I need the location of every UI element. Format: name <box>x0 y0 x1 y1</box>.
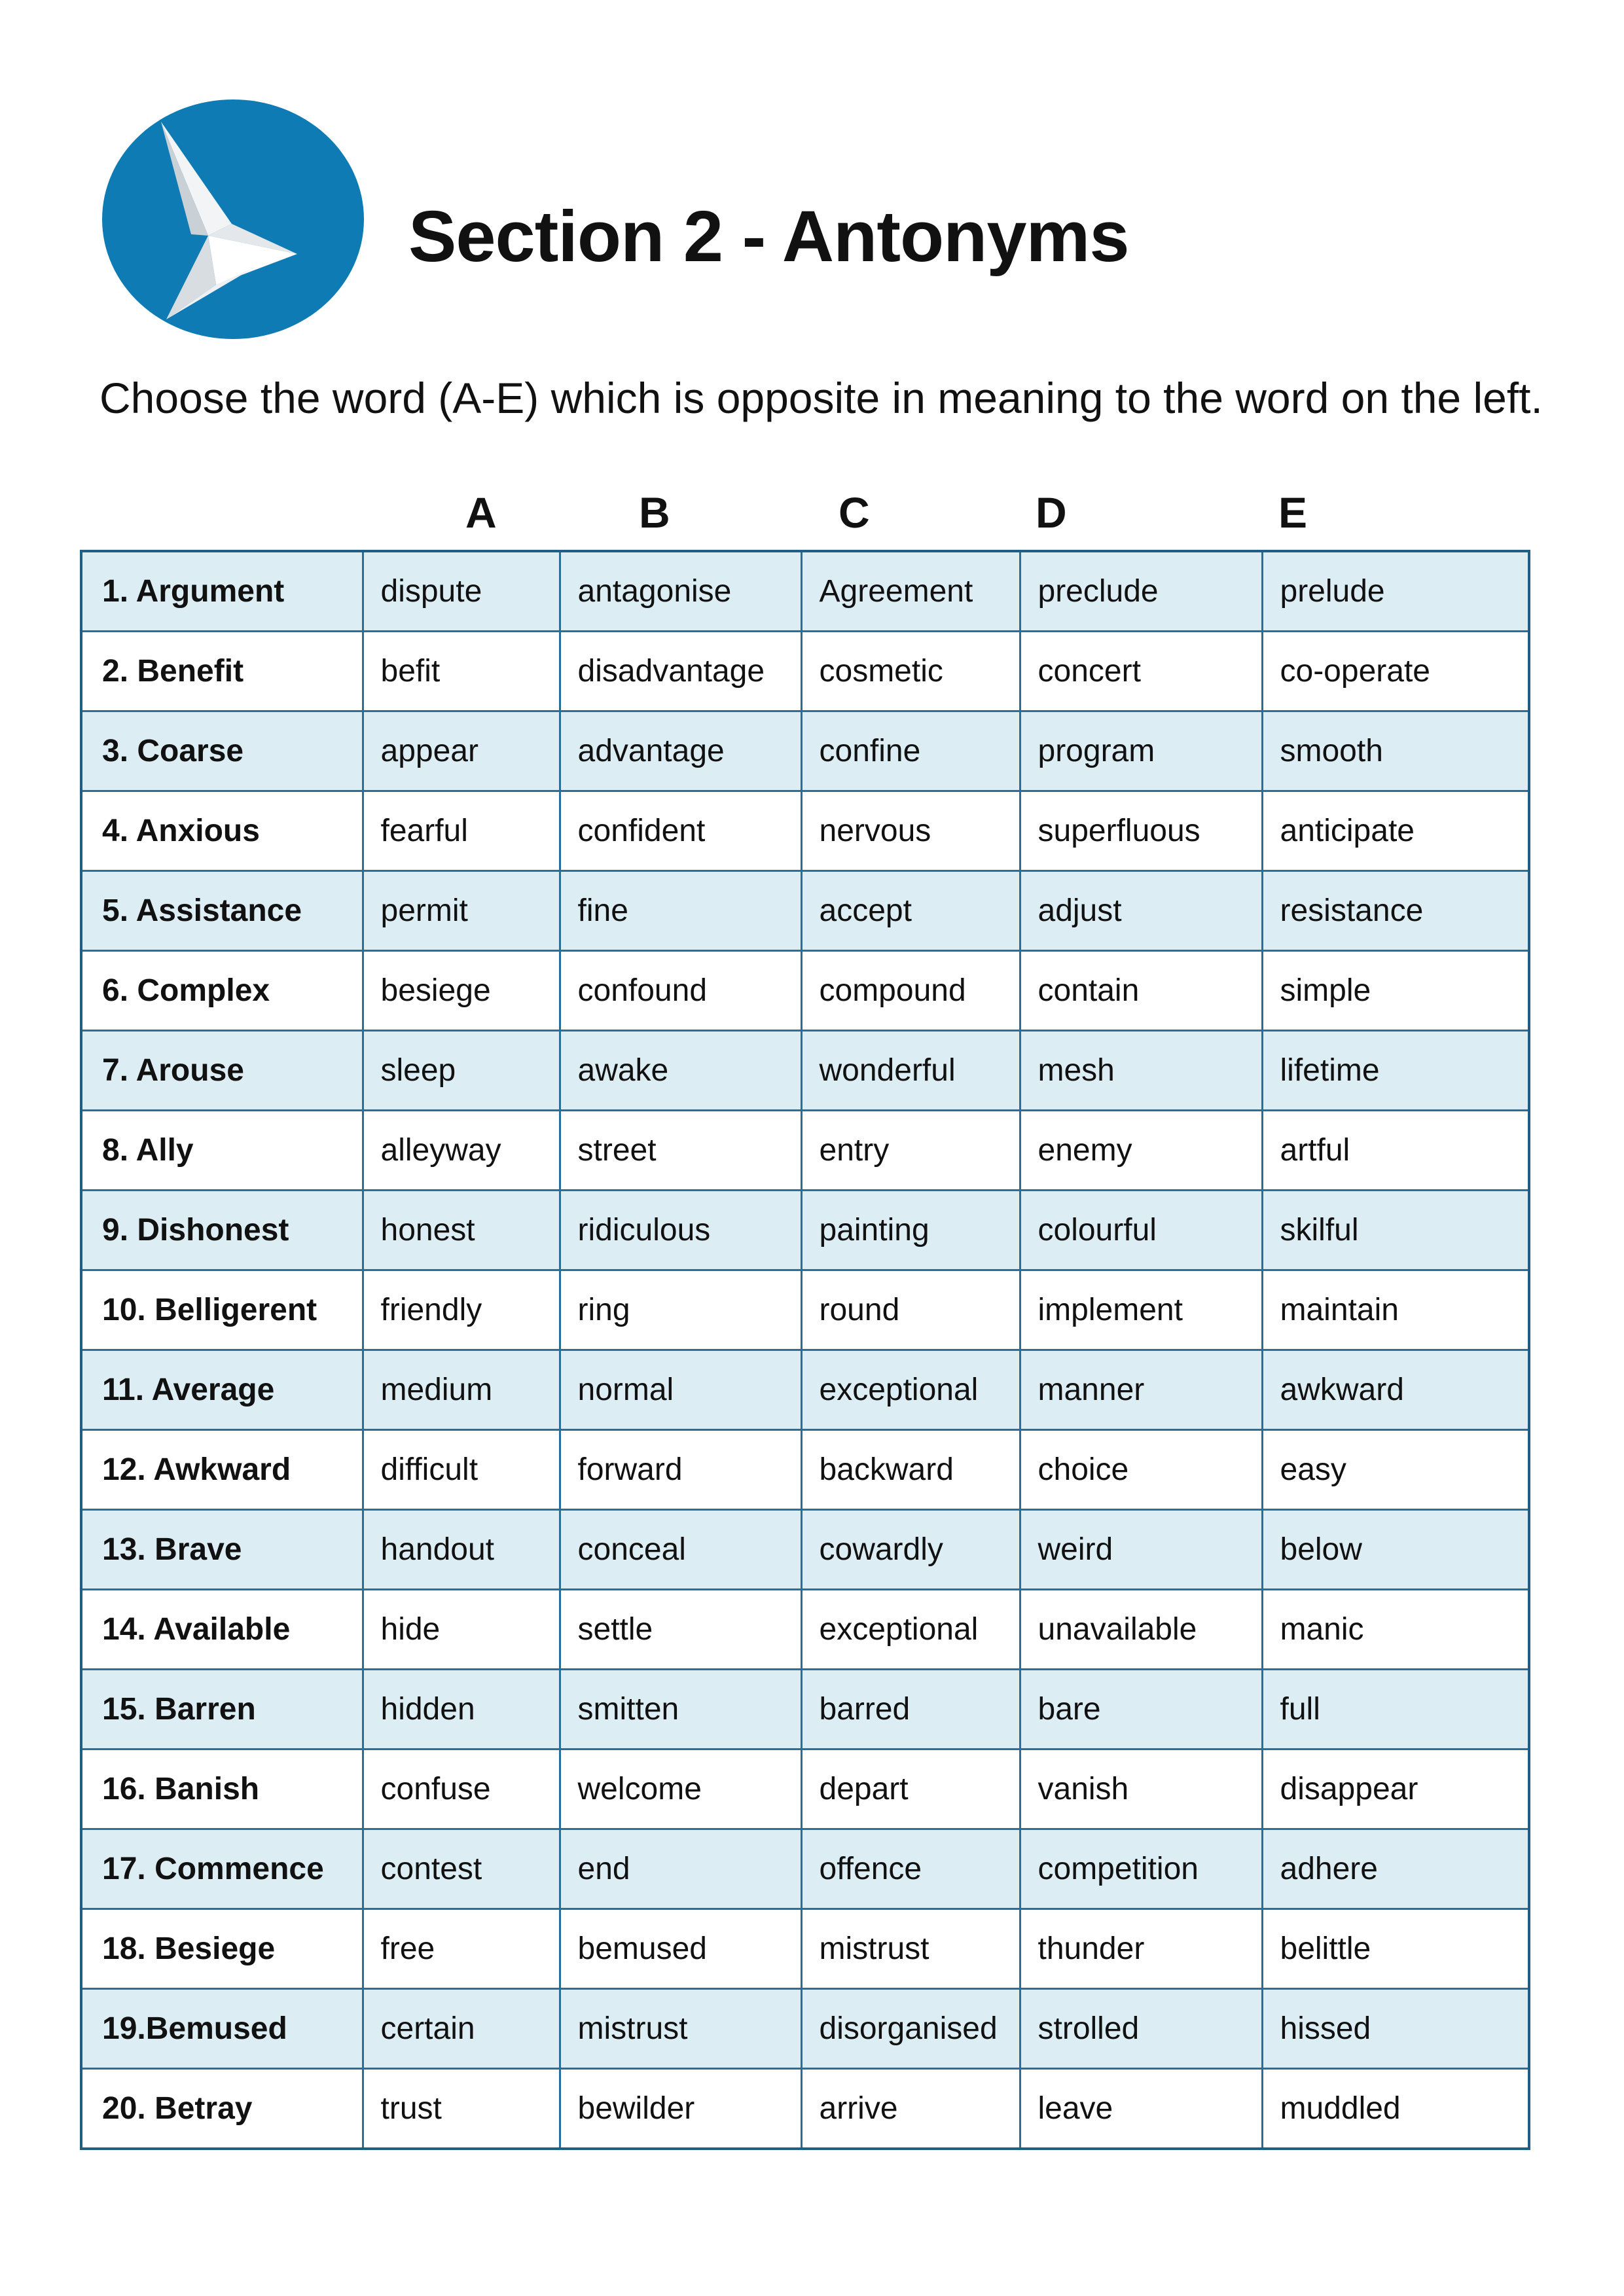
question-word: 16. Banish <box>81 1749 363 1829</box>
question-row <box>81 1031 1529 1111</box>
option-d[interactable]: manner <box>1020 1350 1262 1430</box>
question-row <box>81 951 1529 1031</box>
option-e[interactable]: below <box>1262 1510 1529 1590</box>
question-row <box>81 1430 1529 1510</box>
option-a[interactable]: alleyway <box>363 1111 560 1191</box>
question-row <box>81 1510 1529 1590</box>
option-e[interactable]: artful <box>1262 1111 1529 1191</box>
option-b[interactable]: ridiculous <box>560 1191 801 1270</box>
antonyms-table <box>80 550 1530 2150</box>
option-d[interactable]: strolled <box>1020 1989 1262 2069</box>
option-e[interactable]: awkward <box>1262 1350 1529 1430</box>
option-d[interactable]: vanish <box>1020 1749 1262 1829</box>
option-b[interactable]: mistrust <box>560 1989 801 2069</box>
option-d[interactable]: unavailable <box>1020 1590 1262 1670</box>
option-d[interactable]: choice <box>1020 1430 1262 1510</box>
question-word: 7. Arouse <box>81 1031 363 1111</box>
option-d[interactable]: leave <box>1020 2069 1262 2149</box>
column-header-e: E <box>1278 488 1308 537</box>
option-a[interactable]: medium <box>363 1350 560 1430</box>
option-c[interactable]: nervous <box>801 791 1020 871</box>
column-header-b: B <box>639 488 670 537</box>
option-b[interactable]: confound <box>560 951 801 1031</box>
option-b[interactable]: end <box>560 1829 801 1909</box>
option-b[interactable]: settle <box>560 1590 801 1670</box>
option-c[interactable]: compound <box>801 951 1020 1031</box>
question-word: 14. Available <box>81 1590 363 1670</box>
page-title: Section 2 - Antonyms <box>408 196 1129 277</box>
origami-bird-icon <box>101 98 365 340</box>
question-row <box>81 1749 1529 1829</box>
option-d[interactable]: superfluous <box>1020 791 1262 871</box>
option-e[interactable]: adhere <box>1262 1829 1529 1909</box>
question-word: 11. Average <box>81 1350 363 1430</box>
option-d[interactable]: enemy <box>1020 1111 1262 1191</box>
option-e[interactable]: skilful <box>1262 1191 1529 1270</box>
option-c[interactable]: offence <box>801 1829 1020 1909</box>
option-b[interactable]: awake <box>560 1031 801 1111</box>
column-header-c: C <box>839 488 870 537</box>
option-a[interactable]: besiege <box>363 951 560 1031</box>
option-b[interactable]: welcome <box>560 1749 801 1829</box>
question-word: 17. Commence <box>81 1829 363 1909</box>
option-e[interactable]: disappear <box>1262 1749 1529 1829</box>
question-row <box>81 2069 1529 2149</box>
option-a[interactable]: difficult <box>363 1430 560 1510</box>
question-row <box>81 711 1529 791</box>
column-header-d: D <box>1036 488 1067 537</box>
option-e[interactable]: full <box>1262 1670 1529 1749</box>
question-word: 20. Betray <box>81 2069 363 2149</box>
option-c[interactable]: Agreement <box>801 551 1020 632</box>
option-e[interactable]: simple <box>1262 951 1529 1031</box>
option-a[interactable]: trust <box>363 2069 560 2149</box>
option-c[interactable]: mistrust <box>801 1909 1020 1989</box>
option-b[interactable]: advantage <box>560 711 801 791</box>
option-c[interactable]: accept <box>801 871 1020 951</box>
option-d[interactable]: competition <box>1020 1829 1262 1909</box>
option-c[interactable]: painting <box>801 1191 1020 1270</box>
option-c[interactable]: exceptional <box>801 1350 1020 1430</box>
question-word: 5. Assistance <box>81 871 363 951</box>
option-c[interactable]: disorganised <box>801 1989 1020 2069</box>
option-c[interactable]: barred <box>801 1670 1020 1749</box>
question-row <box>81 1350 1529 1430</box>
column-header-a: A <box>465 488 497 537</box>
option-e[interactable]: smooth <box>1262 711 1529 791</box>
option-b[interactable]: ring <box>560 1270 801 1350</box>
option-b[interactable]: disadvantage <box>560 632 801 711</box>
option-c[interactable]: depart <box>801 1749 1020 1829</box>
option-e[interactable]: lifetime <box>1262 1031 1529 1111</box>
question-word: 10. Belligerent <box>81 1270 363 1350</box>
option-c[interactable]: cosmetic <box>801 632 1020 711</box>
option-c[interactable]: backward <box>801 1430 1020 1510</box>
question-word: 2. Benefit <box>81 632 363 711</box>
option-c[interactable]: entry <box>801 1111 1020 1191</box>
question-word: 12. Awkward <box>81 1430 363 1510</box>
question-row <box>81 1111 1529 1191</box>
option-c[interactable]: exceptional <box>801 1590 1020 1670</box>
option-e[interactable]: anticipate <box>1262 791 1529 871</box>
option-c[interactable]: round <box>801 1270 1020 1350</box>
option-a[interactable]: permit <box>363 871 560 951</box>
option-c[interactable]: wonderful <box>801 1031 1020 1111</box>
option-a[interactable]: handout <box>363 1510 560 1590</box>
question-word: 3. Coarse <box>81 711 363 791</box>
question-row <box>81 1590 1529 1670</box>
option-e[interactable]: belittle <box>1262 1909 1529 1989</box>
instructions: Choose the word (A-E) which is opposite in meaning to the word on the left. <box>99 374 1543 422</box>
option-e[interactable]: maintain <box>1262 1270 1529 1350</box>
option-e[interactable]: muddled <box>1262 2069 1529 2149</box>
question-word: 8. Ally <box>81 1111 363 1191</box>
option-a[interactable]: certain <box>363 1989 560 2069</box>
option-a[interactable]: appear <box>363 711 560 791</box>
option-a[interactable]: friendly <box>363 1270 560 1350</box>
option-e[interactable]: hissed <box>1262 1989 1529 2069</box>
question-row <box>81 1829 1529 1909</box>
option-d[interactable]: implement <box>1020 1270 1262 1350</box>
question-word: 15. Barren <box>81 1670 363 1749</box>
question-row <box>81 1670 1529 1749</box>
option-d[interactable]: thunder <box>1020 1909 1262 1989</box>
question-word: 19.Bemused <box>81 1989 363 2069</box>
question-row <box>81 1270 1529 1350</box>
question-row <box>81 1989 1529 2069</box>
option-b[interactable]: normal <box>560 1350 801 1430</box>
option-a[interactable]: confuse <box>363 1749 560 1829</box>
option-a[interactable]: contest <box>363 1829 560 1909</box>
option-a[interactable]: free <box>363 1909 560 1989</box>
question-word: 6. Complex <box>81 951 363 1031</box>
option-a[interactable]: honest <box>363 1191 560 1270</box>
option-c[interactable]: arrive <box>801 2069 1020 2149</box>
option-b[interactable]: bemused <box>560 1909 801 1989</box>
question-row <box>81 871 1529 951</box>
option-b[interactable]: fine <box>560 871 801 951</box>
option-a[interactable]: hide <box>363 1590 560 1670</box>
option-b[interactable]: forward <box>560 1430 801 1510</box>
question-word: 13. Brave <box>81 1510 363 1590</box>
option-d[interactable]: mesh <box>1020 1031 1262 1111</box>
option-d[interactable]: adjust <box>1020 871 1262 951</box>
option-d[interactable]: weird <box>1020 1510 1262 1590</box>
option-e[interactable]: co-operate <box>1262 632 1529 711</box>
option-d[interactable]: contain <box>1020 951 1262 1031</box>
option-b[interactable]: smitten <box>560 1670 801 1749</box>
option-e[interactable]: prelude <box>1262 551 1529 632</box>
option-d[interactable]: preclude <box>1020 551 1262 632</box>
option-d[interactable]: program <box>1020 711 1262 791</box>
option-b[interactable]: confident <box>560 791 801 871</box>
option-a[interactable]: sleep <box>363 1031 560 1111</box>
option-a[interactable]: dispute <box>363 551 560 632</box>
option-c[interactable]: confine <box>801 711 1020 791</box>
option-e[interactable]: resistance <box>1262 871 1529 951</box>
question-word: 1. Argument <box>81 551 363 632</box>
option-b[interactable]: conceal <box>560 1510 801 1590</box>
option-a[interactable]: fearful <box>363 791 560 871</box>
question-row <box>81 791 1529 871</box>
option-d[interactable]: bare <box>1020 1670 1262 1749</box>
question-row <box>81 551 1529 632</box>
question-row <box>81 632 1529 711</box>
question-word: 9. Dishonest <box>81 1191 363 1270</box>
option-d[interactable]: colourful <box>1020 1191 1262 1270</box>
option-a[interactable]: hidden <box>363 1670 560 1749</box>
option-e[interactable]: easy <box>1262 1430 1529 1510</box>
option-a[interactable]: befit <box>363 632 560 711</box>
question-row <box>81 1191 1529 1270</box>
question-word: 4. Anxious <box>81 791 363 871</box>
option-b[interactable]: street <box>560 1111 801 1191</box>
option-c[interactable]: cowardly <box>801 1510 1020 1590</box>
logo <box>101 98 365 340</box>
option-b[interactable]: bewilder <box>560 2069 801 2149</box>
question-row <box>81 1909 1529 1989</box>
option-b[interactable]: antagonise <box>560 551 801 632</box>
question-word: 18. Besiege <box>81 1909 363 1989</box>
option-d[interactable]: concert <box>1020 632 1262 711</box>
option-e[interactable]: manic <box>1262 1590 1529 1670</box>
